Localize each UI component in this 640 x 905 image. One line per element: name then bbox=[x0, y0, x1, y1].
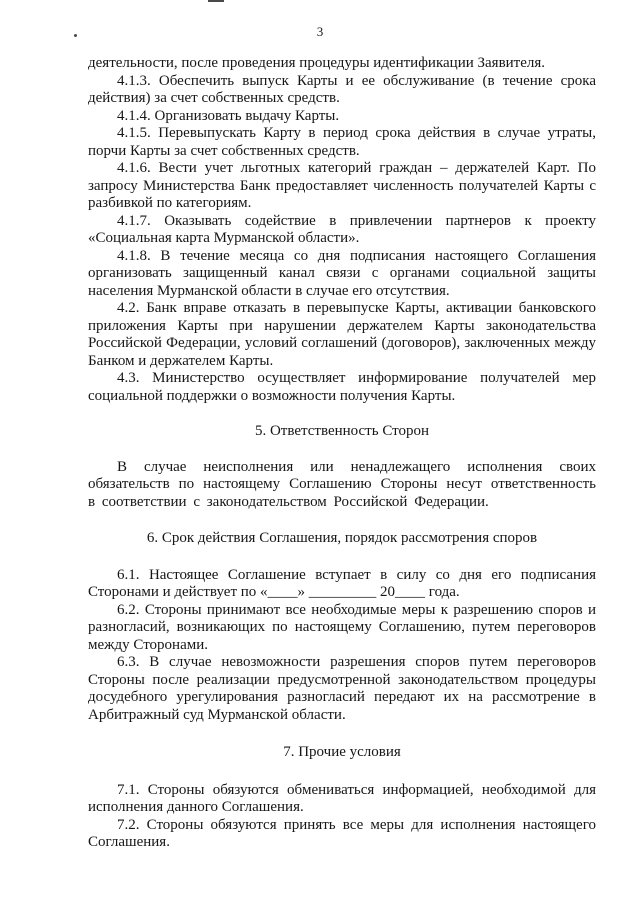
paragraph-4-1-3: 4.1.3. Обеспечить выпуск Карты и ее обслуживание (в течение срока действия) за счет собственных средств. bbox=[88, 72, 596, 106]
paragraph-4-1-7: 4.1.7. Оказывать содействие в привлечении партнеров к проекту «Социальная карта Мурманской области». bbox=[88, 212, 596, 246]
section-7-heading: 7. Прочие условия bbox=[283, 744, 401, 760]
paragraph-5: В случае неисполнения или ненадлежащего исполнения своих обязательств по настоящему Соглашению Стороны несут ответственность в соответствии с законодательством Российской Федерации. bbox=[88, 458, 596, 510]
scan-artifact-top bbox=[208, 0, 224, 2]
paragraph-7-2: 7.2. Стороны обязуются принять все меры для исполнения настоящего Соглашения. bbox=[88, 816, 596, 850]
paragraph-6-1: 6.1. Настоящее Соглашение вступает в силу со дня его подписания Сторонами и действует по «____» _________ 20____ года. bbox=[88, 566, 596, 600]
paragraph-4-1-5: 4.1.5. Перевыпускать Карту в период срока действия в случае утраты, порчи Карты за счет собственных средств. bbox=[88, 125, 596, 159]
paragraph-4-1-6: 4.1.6. Вести учет льготных категорий граждан – держателей Карт. По запросу Министерства Банк предоставляет численность получателей Карты с разбивкой по категориям. bbox=[88, 160, 596, 211]
paragraph-6-2: 6.2. Стороны принимают все необходимые меры к разрешению споров и разногласий, возникающих по настоящему Соглашению, путем переговоров между Сторонами. bbox=[88, 601, 596, 653]
paragraph-4-1-4: 4.1.4. Организовать выдачу Карты. bbox=[117, 107, 340, 124]
paragraph-7-1: 7.1. Стороны обязуются обмениваться информацией, необходимой для исполнения данного Соглашения. bbox=[88, 781, 596, 815]
paragraph-continuation: деятельности, после проведения процедуры идентификации Заявителя. bbox=[88, 55, 546, 71]
document-body bbox=[88, 55, 596, 852]
section-5-heading: 5. Ответственность Сторон bbox=[254, 423, 430, 439]
paragraph-4-1-8: 4.1.8. В течение месяца со дня подписания настоящего Соглашения организовать защищенный канал связи с органами социальной защиты населения Мурманской области в случае его отсутствия. bbox=[88, 247, 596, 299]
paragraph-4-3: 4.3. Министерство осуществляет информирование получателей мер социальной поддержки о возможности получения Карты. bbox=[88, 370, 596, 404]
page-number: 3 bbox=[316, 24, 324, 39]
section-6-heading: 6. Срок действия Соглашения, порядок рассмотрения споров bbox=[146, 530, 538, 546]
paragraph-6-3: 6.3. В случае невозможности разрешения споров путем переговоров Стороны после реализации предусмотренной законодательством процедуры досудебного урегулирования разногласий передают их на рассмотрение в Арбитражный суд Мурманской области. bbox=[88, 654, 596, 723]
paragraph-4-2: 4.2. Банк вправе отказать в перевыпуске Карты, активации банковского приложения Карты при нарушении держателем Карты законодательства Российской Федерации, условий соглашений (договоров), заключенных между Банком и держателем Карты. bbox=[88, 300, 596, 369]
